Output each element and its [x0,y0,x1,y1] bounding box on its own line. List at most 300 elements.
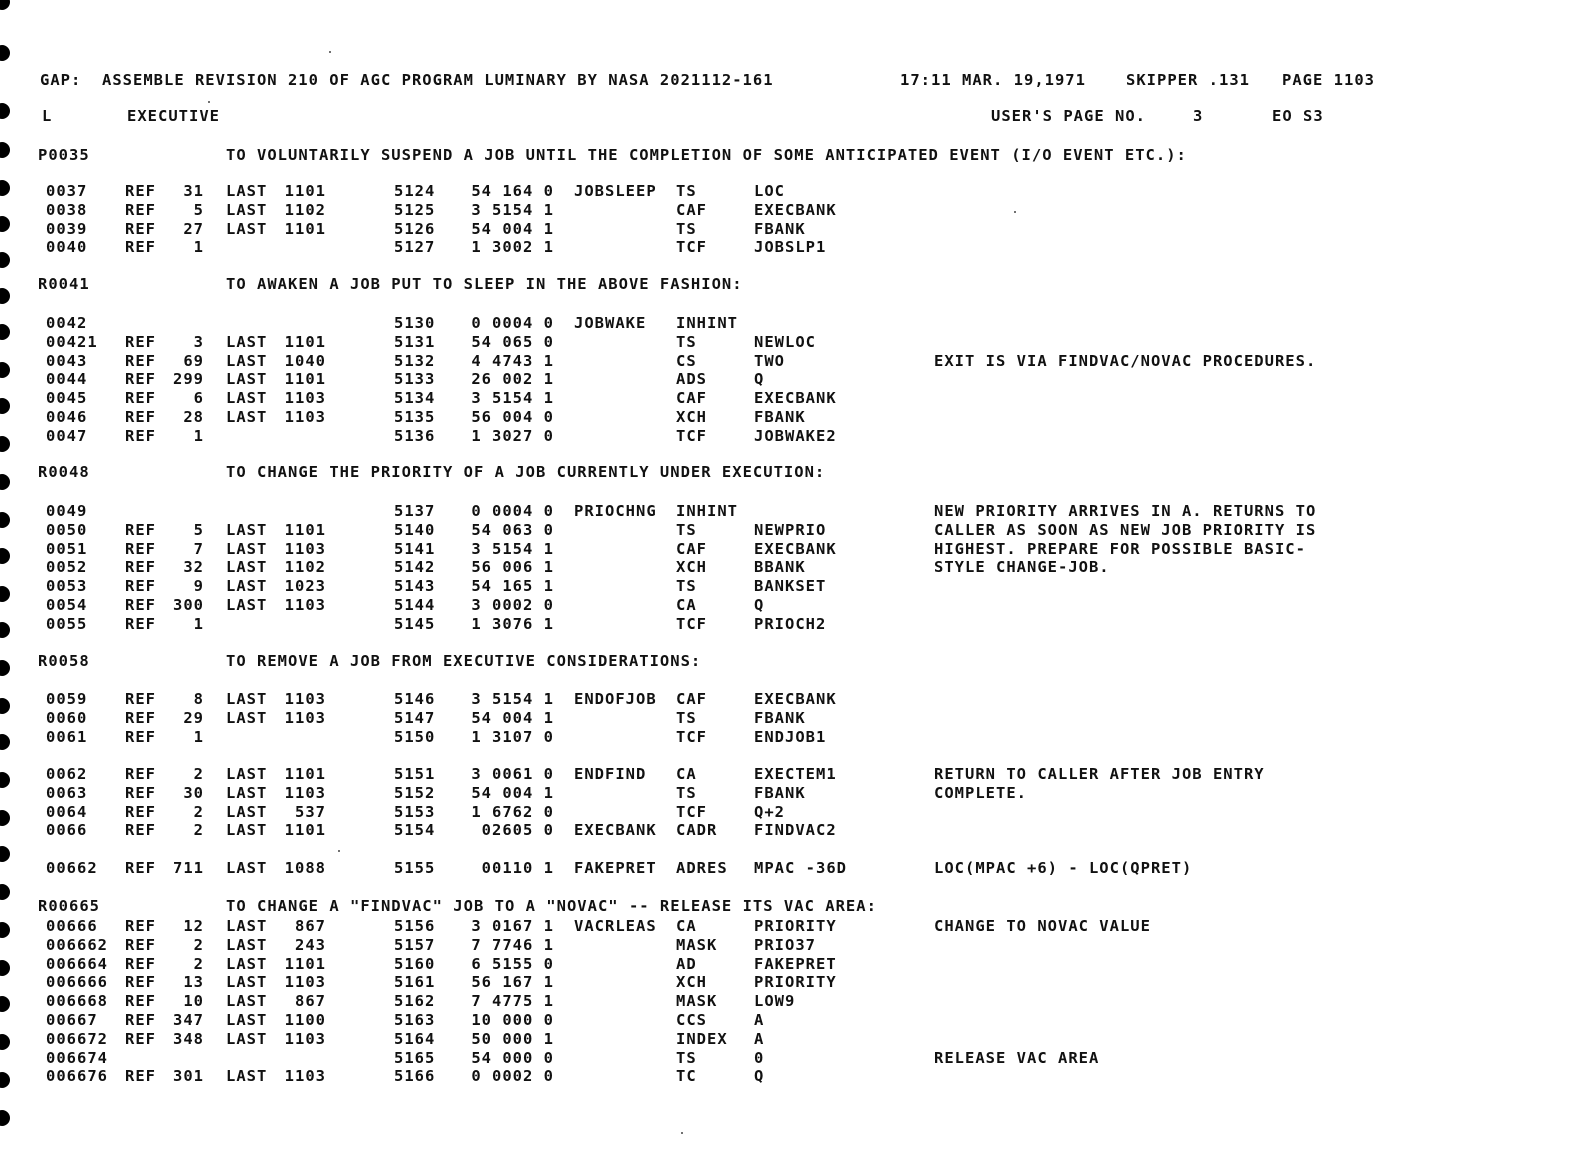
last-page: 1101 [284,182,326,200]
ref-label: REF [125,992,156,1011]
ref-count: 28 [183,408,204,426]
last-page: 1103 [284,1029,326,1048]
object-code: 1 3076 1 [471,614,554,633]
address: 5152 [394,783,436,802]
last-page: 867 [295,992,326,1011]
last-label: LAST [226,1011,268,1029]
ref-count: 69 [183,351,204,370]
last-page: 1040 [284,351,326,370]
symbol-label: JOBWAKE [574,314,647,332]
seq-number: 0061 [46,727,88,746]
object-code: 6 5155 0 [471,954,554,973]
code-row [0,557,1582,577]
address: 5151 [394,765,436,783]
code-row [0,689,1582,709]
address: 5124 [394,182,436,200]
operand: EXECBANK [754,389,837,408]
address: 5135 [394,408,436,426]
object-code: 54 065 0 [471,332,554,351]
listing-date: 17:11 MAR. 19,1971 [900,71,1086,89]
ref-count: 2 [193,802,204,821]
address: 5165 [394,1048,436,1067]
remark-text: TO VOLUNTARILY SUSPEND A JOB UNTIL THE COMPLETION OF SOME ANTICIPATED EVENT (I/O EVENT ETC.): [226,146,1187,164]
opcode: CAF [676,539,707,558]
object-code: 0 0004 0 [471,314,554,332]
seq-number: 0040 [46,238,88,257]
ref-label: REF [125,765,156,783]
last-page: 1088 [284,859,326,877]
ref-label: REF [125,935,156,954]
comment: CHANGE TO NOVAC VALUE [934,917,1151,935]
code-row [0,991,1582,1011]
opcode: ADRES [676,859,728,877]
remark-id: R0048 [38,463,90,481]
ref-label: REF [125,539,156,558]
last-page: 867 [295,917,326,935]
address: 5155 [394,859,436,877]
opcode: TS [676,1048,697,1067]
seq-number: 0063 [46,783,88,802]
seq-number: 0042 [46,314,88,332]
remark-text: TO AWAKEN A JOB PUT TO SLEEP IN THE ABOVE FASHION: [226,275,743,293]
operand: FINDVAC2 [754,821,837,840]
last-page: 1101 [284,370,326,389]
last-page: 1103 [284,408,326,426]
remark-id: P0035 [38,146,90,164]
seq-number: 0046 [46,408,88,426]
last-label: LAST [226,577,268,596]
last-label: LAST [226,182,268,200]
address: 5126 [394,219,436,238]
opcode: TC [676,1067,697,1086]
seq-number: 0066 [46,821,88,840]
code-row [0,1066,1582,1086]
opcode: TCF [676,727,707,746]
object-code: 54 004 1 [471,708,554,727]
address: 5157 [394,935,436,954]
opcode: CADR [676,821,718,840]
opcode: TS [676,219,697,238]
remark-id: R0041 [38,275,90,293]
object-code: 54 063 0 [471,520,554,539]
ref-label: REF [125,708,156,727]
last-page: 1103 [284,708,326,727]
last-label: LAST [226,351,268,370]
opcode: TCF [676,238,707,257]
address: 5137 [394,502,436,520]
last-label: LAST [226,332,268,351]
seq-number: 0062 [46,765,88,783]
last-page: 1101 [284,332,326,351]
operand: FBANK [754,783,806,802]
object-code: 1 6762 0 [471,802,554,821]
ref-count: 1 [193,238,204,257]
ref-count: 5 [193,200,204,219]
code-row [0,351,1582,371]
code-row [0,369,1582,389]
symbol-label: PRIOCHNG [574,502,657,520]
seq-number: 0044 [46,370,88,389]
address: 5153 [394,802,436,821]
remark-line [0,896,1582,916]
address: 5146 [394,690,436,708]
code-row [0,539,1582,559]
last-page: 1102 [284,558,326,577]
seq-number: 00667 [46,1011,98,1029]
ref-label: REF [125,1067,156,1086]
comment: STYLE CHANGE-JOB. [934,558,1110,577]
operand: Q [754,1067,765,1086]
operand: NEWPRIO [754,520,827,539]
opcode: AD [676,954,697,973]
last-label: LAST [226,200,268,219]
opcode: TCF [676,614,707,633]
operand: Q [754,370,765,389]
remark-line [0,651,1582,671]
ref-count: 29 [183,708,204,727]
last-page: 1023 [284,577,326,596]
opcode: CCS [676,1011,707,1029]
ref-count: 301 [173,1067,204,1086]
last-page: 243 [295,935,326,954]
operand: Q [754,596,765,614]
object-code: 1 3027 0 [471,426,554,445]
ref-label: REF [125,690,156,708]
code-row [0,802,1582,822]
operand: ENDJOB1 [754,727,827,746]
object-code: 56 167 1 [471,973,554,992]
seq-number: 0045 [46,389,88,408]
scan-speck [681,1132,683,1134]
object-code: 1 3002 1 [471,238,554,257]
ref-label: REF [125,1029,156,1048]
code-row [0,935,1582,955]
operand: MPAC -36D [754,859,847,877]
opcode: XCH [676,408,707,426]
ref-count: 13 [183,973,204,992]
opcode: TS [676,577,697,596]
address: 5164 [394,1029,436,1048]
ref-label: REF [125,520,156,539]
object-code: 3 0002 0 [471,596,554,614]
code-row [0,313,1582,333]
ref-count: 30 [183,783,204,802]
opcode: CA [676,596,697,614]
subheader-line [0,106,1582,126]
punch-hole [0,1110,10,1126]
code-row [0,426,1582,446]
comment: NEW PRIORITY ARRIVES IN A. RETURNS TO [934,502,1317,520]
ref-label: REF [125,219,156,238]
last-label: LAST [226,708,268,727]
address: 5163 [394,1011,436,1029]
object-code: 00110 1 [481,859,554,877]
seq-number: 00666 [46,917,98,935]
ref-label: REF [125,182,156,200]
object-code: 50 000 1 [471,1029,554,1048]
address: 5134 [394,389,436,408]
ref-count: 348 [173,1029,204,1048]
punch-hole [0,0,10,10]
comment: COMPLETE. [934,783,1027,802]
ref-label: REF [125,558,156,577]
object-code: 54 004 1 [471,219,554,238]
object-code: 54 004 1 [471,783,554,802]
last-page: 1103 [284,973,326,992]
last-label: LAST [226,935,268,954]
last-page: 1101 [284,520,326,539]
code-row [0,219,1582,239]
comment: EXIT IS VIA FINDVAC/NOVAC PROCEDURES. [934,351,1317,370]
code-row [0,520,1582,540]
scan-speck [338,850,340,852]
code-row [0,237,1582,257]
scan-speck [329,51,331,53]
operand: A [754,1029,765,1048]
operand: PRIORITY [754,917,837,935]
address: 5132 [394,351,436,370]
code-row [0,764,1582,784]
seq-number: 0037 [46,182,88,200]
object-code: 3 5154 1 [471,200,554,219]
code-row [0,727,1582,747]
remark-line [0,462,1582,482]
ref-label: REF [125,783,156,802]
punch-hole [0,45,10,61]
operand: EXECTEM1 [754,765,837,783]
ref-count: 2 [193,765,204,783]
opcode: TS [676,783,697,802]
comment: LOC(MPAC +6) - LOC(QPRET) [934,859,1193,877]
remark-line [0,145,1582,165]
code-row [0,1048,1582,1068]
operand: EXECBANK [754,690,837,708]
code-row [0,916,1582,936]
ref-count: 300 [173,596,204,614]
address: 5133 [394,370,436,389]
symbol-label: EXECBANK [574,821,657,840]
symbol-label: ENDFIND [574,765,647,783]
seq-number: 0050 [46,520,88,539]
section-name: EXECUTIVE [127,107,220,125]
address: 5162 [394,992,436,1011]
opcode: TCF [676,802,707,821]
address: 5143 [394,577,436,596]
operand: TWO [754,351,785,370]
ref-count: 6 [193,389,204,408]
object-code: 3 5154 1 [471,389,554,408]
comment: RELEASE VAC AREA [934,1048,1100,1067]
object-code: 3 5154 1 [471,690,554,708]
code-row [0,181,1582,201]
ref-label: REF [125,859,156,877]
ref-count: 2 [193,954,204,973]
last-label: LAST [226,1029,268,1048]
last-label: LAST [226,389,268,408]
object-code: 10 000 0 [471,1011,554,1029]
last-label: LAST [226,783,268,802]
address: 5141 [394,539,436,558]
flag: L [42,107,53,125]
seq-number: 0051 [46,539,88,558]
comment: HIGHEST. PREPARE FOR POSSIBLE BASIC- [934,539,1306,558]
ref-label: REF [125,821,156,840]
last-label: LAST [226,219,268,238]
object-code: 02605 0 [481,821,554,840]
seq-number: 0064 [46,802,88,821]
operand: LOW9 [754,992,796,1011]
opcode: CAF [676,200,707,219]
last-page: 1101 [284,219,326,238]
ref-count: 8 [193,690,204,708]
seq-number: 00662 [46,859,98,877]
seq-number: 0060 [46,708,88,727]
remark-id: R0058 [38,652,90,670]
address: 5127 [394,238,436,257]
ref-count: 2 [193,935,204,954]
users-page-number: 3 [1193,107,1204,125]
address: 5150 [394,727,436,746]
operand: LOC [754,182,785,200]
ref-count: 31 [183,182,204,200]
ref-label: REF [125,917,156,935]
operand: BANKSET [754,577,827,596]
ref-label: REF [125,954,156,973]
symbol-label: JOBSLEEP [574,182,657,200]
last-page: 537 [295,802,326,821]
code-row [0,954,1582,974]
code-row [0,858,1582,878]
address: 5142 [394,558,436,577]
code-row [0,200,1582,220]
address: 5156 [394,917,436,935]
ref-count: 12 [183,917,204,935]
code-row [0,388,1582,408]
ref-count: 347 [173,1011,204,1029]
ref-count: 1 [193,727,204,746]
object-code: 0 0002 0 [471,1067,554,1086]
ref-label: REF [125,802,156,821]
object-code: 1 3107 0 [471,727,554,746]
ref-count: 27 [183,219,204,238]
operand: EXECBANK [754,200,837,219]
address: 5145 [394,614,436,633]
skipper-label: SKIPPER .131 [1126,71,1250,89]
operand: JOBSLP1 [754,238,827,257]
object-code: 3 0061 0 [471,765,554,783]
last-label: LAST [226,802,268,821]
operand: FAKEPRET [754,954,837,973]
operand: EXECBANK [754,539,837,558]
last-page: 1100 [284,1011,326,1029]
last-label: LAST [226,859,268,877]
ref-label: REF [125,332,156,351]
seq-number: 0043 [46,351,88,370]
code-row [0,595,1582,615]
object-code: 54 165 1 [471,577,554,596]
last-label: LAST [226,917,268,935]
ref-label: REF [125,727,156,746]
last-page: 1103 [284,596,326,614]
seq-number: 006668 [46,992,108,1011]
listing-title: GAP: ASSEMBLE REVISION 210 OF AGC PROGRAM LUMINARY BY NASA 2021112-161 [40,71,774,89]
ref-count: 10 [183,992,204,1011]
operand: Q+2 [754,802,785,821]
operand: FBANK [754,219,806,238]
operand: FBANK [754,708,806,727]
seq-number: 006662 [46,935,108,954]
opcode: CAF [676,389,707,408]
operand: PRIORITY [754,973,837,992]
comment: RETURN TO CALLER AFTER JOB ENTRY [934,765,1265,783]
last-page: 1103 [284,690,326,708]
opcode: XCH [676,558,707,577]
ref-label: REF [125,370,156,389]
object-code: 54 000 0 [471,1048,554,1067]
ref-count: 2 [193,821,204,840]
last-label: LAST [226,690,268,708]
opcode: INDEX [676,1029,728,1048]
last-label: LAST [226,520,268,539]
last-label: LAST [226,408,268,426]
code-row [0,972,1582,992]
seq-number: 0059 [46,690,88,708]
address: 5161 [394,973,436,992]
ref-count: 5 [193,520,204,539]
last-label: LAST [226,1067,268,1086]
ref-label: REF [125,1011,156,1029]
remark-line [0,274,1582,294]
ref-count: 32 [183,558,204,577]
ref-count: 7 [193,539,204,558]
address: 5160 [394,954,436,973]
ref-label: REF [125,200,156,219]
code-row [0,576,1582,596]
symbol-label: VACRLEAS [574,917,657,935]
address: 5154 [394,821,436,840]
ref-label: REF [125,408,156,426]
last-page: 1103 [284,783,326,802]
remark-text: TO CHANGE THE PRIORITY OF A JOB CURRENTLY UNDER EXECUTION: [226,463,826,481]
last-page: 1101 [284,954,326,973]
object-code: 56 006 1 [471,558,554,577]
code-row [0,614,1582,634]
last-label: LAST [226,992,268,1011]
operand: PRIO37 [754,935,816,954]
last-page: 1101 [284,765,326,783]
opcode: CAF [676,690,707,708]
seq-number: 0039 [46,219,88,238]
ref-count: 711 [173,859,204,877]
last-label: LAST [226,765,268,783]
remark-text: TO CHANGE A "FINDVAC" JOB TO A "NOVAC" -- RELEASE ITS VAC AREA: [226,897,877,915]
remark-text: TO REMOVE A JOB FROM EXECUTIVE CONSIDERATIONS: [226,652,702,670]
operand: 0 [754,1048,765,1067]
address: 5130 [394,314,436,332]
last-label: LAST [226,558,268,577]
seq-number: 0049 [46,502,88,520]
comment: CALLER AS SOON AS NEW JOB PRIORITY IS [934,520,1317,539]
ref-count: 9 [193,577,204,596]
operand: A [754,1011,765,1029]
code-row [0,332,1582,352]
operand: JOBWAKE2 [754,426,837,445]
address: 5166 [394,1067,436,1086]
object-code: 4 4743 1 [471,351,554,370]
opcode: ADS [676,370,707,389]
seq-number: 0054 [46,596,88,614]
seq-number: 0047 [46,426,88,445]
